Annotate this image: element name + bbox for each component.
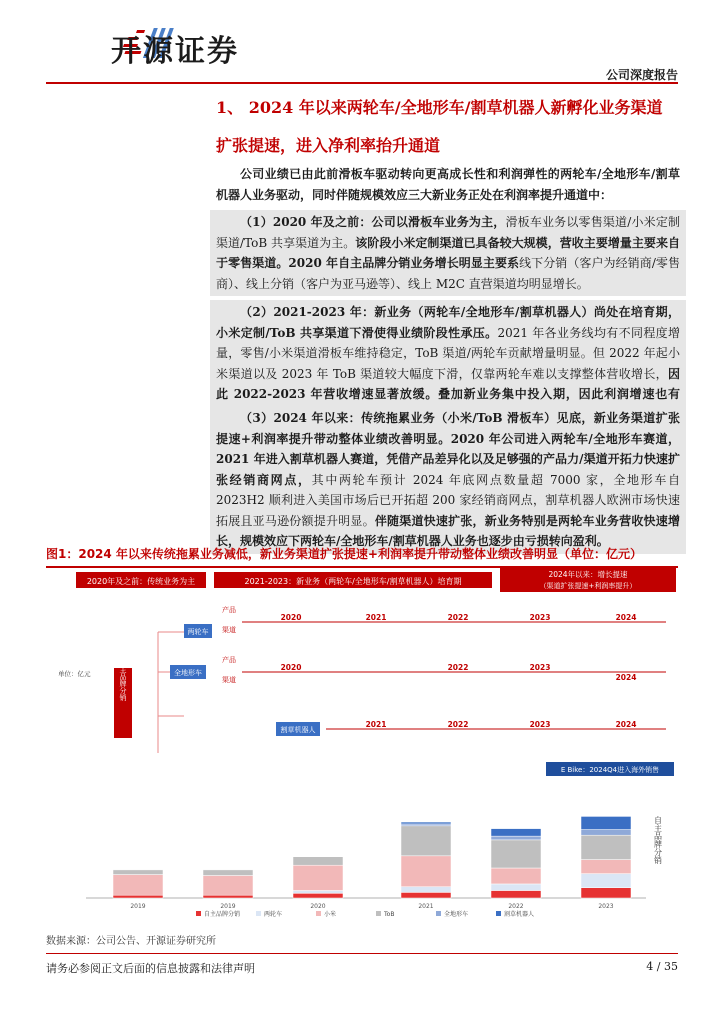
ebike-year-2024: 2024: [615, 613, 637, 622]
own-brand-right-label: 自主品牌分销: [653, 816, 663, 864]
p3-text1: 其中两轮车预计 2024 年底网点数量超 7000 家，全地形车自 2023H2 顺利进入美国市场后已开拓超 200 家经销商网点，割草机器人欧洲市场快速拓展且亚马逊份额提升明显。: [216, 472, 680, 528]
x-tick-label: 2023: [598, 903, 614, 910]
bar-2022-0: [491, 891, 541, 899]
bar-2022-2: [491, 868, 541, 884]
bar-2021-4: [401, 824, 451, 826]
phase3-label-a: 2024年以来：增长提速: [548, 570, 628, 579]
bar-2021-1: [401, 887, 451, 893]
bar-2021-3: [401, 826, 451, 856]
p1-text1: 滑板车业务以零售渠道/小米定制渠道/ToB 共享渠道为主。: [216, 215, 680, 250]
own-brand-label: 自主品牌分销: [119, 659, 127, 701]
figure-source: 数据来源：公司公告、开源证券研究所: [46, 936, 216, 947]
report-type: 公司深度报告: [605, 68, 678, 82]
atv-year-2020: 2020: [280, 663, 302, 672]
legend-label: 全地形车: [444, 911, 469, 918]
paragraph-1: [210, 210, 686, 296]
atv-row-label: 全地形车: [174, 669, 202, 677]
intro-text: 公司业绩已由此前滑板车驱动转向更高成长性和利润弹性的两轮车/全地形车/割草机器人业务驱动，同时伴随规模效应三大新业务正处在利润率提升通道中：: [216, 167, 680, 202]
bar-2023-3: [581, 835, 631, 859]
footer-disclaimer: 请务必参阅正文后面的信息披露和法律声明: [46, 962, 255, 975]
bar-2022-4: [491, 836, 541, 840]
revenue-figure: [46, 568, 678, 924]
bar-2021-2: [401, 856, 451, 887]
bar-2019-0: [113, 895, 163, 898]
bar-2022-5: [491, 829, 541, 837]
ebike-product-label: 产品: [222, 606, 236, 614]
x-tick-label: 2020: [310, 903, 326, 910]
p3-lead: （3）2024 年以来：传统拖累业务（小米/ToB 滑板车）见底，新业务渠道扩张提速+利润率提升带动整体业绩改善明显。: [216, 411, 680, 446]
bar-2021-0: [401, 892, 451, 898]
company-name: 开源证券: [111, 34, 239, 69]
atv-year-2022: 2022: [447, 663, 469, 672]
legend-label: ToB: [384, 911, 395, 918]
x-tick-label: 2019: [130, 903, 146, 910]
mower-year-2021: 2021: [365, 720, 387, 729]
figure-title: 图1：2024 年以来传统拖累业务减低，新业务渠道扩张提速+利润率提升带动整体业绩改善明显（单位：亿元）: [46, 544, 678, 568]
legend-swatch: [376, 911, 381, 916]
mower-year-2024: 2024: [615, 720, 637, 729]
legend-label: 两轮车: [264, 911, 283, 918]
section-heading-line1: 1、 2024 年以来两轮车/全地形车/割草机器人新孵化业务渠道: [216, 98, 663, 117]
mower-row-label: 割草机器人: [280, 726, 316, 734]
bar-2022-1: [491, 884, 541, 891]
bar-2019-2: [113, 875, 163, 896]
timeline-arrows: [242, 622, 666, 729]
ebike-year-2021: 2021: [365, 613, 387, 622]
p2-bold1: 因此 2022-2023 年营收增速显著放缓。叠加新业务集中投入期，因此利润增速也有: [216, 366, 680, 401]
mower-year-2023: 2023: [529, 720, 551, 729]
bar-2021-5: [401, 822, 451, 824]
row-bracket: [158, 632, 184, 753]
page-number: 4 / 35: [646, 960, 678, 973]
legend-label: 小米: [324, 911, 337, 918]
chart-unit-label: 单位：亿元: [58, 670, 91, 678]
p1-bold1: 该阶段小米定制渠道已具备较大规模，营收主要增量主要来自于零售渠道。2020 年自主品牌分销业务增长明显主要系: [216, 235, 680, 270]
legend-swatch: [316, 911, 321, 916]
bar-2019-2: [203, 876, 253, 896]
ebike-year-2023: 2023: [529, 613, 551, 622]
atv-year-2023: 2023: [529, 663, 551, 672]
intro-paragraph: [216, 164, 680, 205]
bar-2019-3: [113, 870, 163, 875]
bar-2019-3: [203, 870, 253, 876]
bar-2019-0: [203, 895, 253, 898]
ebike-year-2022: 2022: [447, 613, 469, 622]
ebike-year-2020: 2020: [280, 613, 302, 622]
header-divider: [46, 82, 678, 84]
legend-label: 割草机器人: [504, 911, 535, 918]
section-heading-line2: 扩张提速，进入净利率抬升通道: [216, 136, 441, 155]
legend-swatch: [256, 911, 261, 916]
ebike-note: E Bike：2024Q4进入海外销售: [560, 766, 660, 774]
bar-2023-1: [581, 874, 631, 888]
legend-swatch: [496, 911, 501, 916]
paragraph-3: [210, 406, 686, 554]
bar-2020-1: [293, 891, 343, 894]
x-tick-label: 2019: [220, 903, 236, 910]
legend-swatch: [196, 911, 201, 916]
mower-year-2022: 2022: [447, 720, 469, 729]
bar-2020-0: [293, 893, 343, 898]
x-tick-group: [130, 903, 613, 910]
bar-2023-2: [581, 860, 631, 874]
legend-swatch: [436, 911, 441, 916]
p3-bold1: 2020 年公司进入两轮车/全地形车赛道，2021 年进入割草机器人赛道，凭借产品差异化以及足够强的产品力/渠道开拓力快速扩张经销商网点，: [216, 431, 680, 487]
phase2-label: 2021-2023：新业务（两轮车/全地形车/割草机器人）培育期: [244, 577, 462, 586]
phase3-label-b: （渠道扩张提速+利润率提升）: [539, 582, 637, 590]
bar-group: [113, 816, 631, 898]
p2-lead: （2）2021-2023 年：新业务（两轮车/全地形车/割草机器人）尚处在培育期，小米定制/ToB 共享渠道下滑使得业绩阶段性承压。: [216, 305, 680, 340]
bar-2023-4: [581, 830, 631, 836]
atv-product-label: 产品: [222, 656, 236, 664]
bar-2022-3: [491, 840, 541, 868]
bar-2020-2: [293, 865, 343, 890]
x-tick-label: 2022: [508, 903, 524, 910]
ebike-channel-label: 渠道: [222, 626, 236, 634]
footer-divider: [46, 953, 678, 954]
bar-2023-0: [581, 888, 631, 898]
ebike-row-label: 两轮车: [187, 628, 209, 636]
x-tick-label: 2021: [418, 903, 434, 910]
chart-legend: [196, 910, 534, 918]
p2-text1: 2021 年各业务线均有不同程度增量，零售/小米渠道滑板车维持稳定，ToB 渠道/两轮车贡献增量明显。但 2022 年起小米渠道以及 2023 年 ToB 渠道较大幅度下滑，仅靠两轮车难以支撑整体营收增长，: [216, 325, 681, 381]
bar-2023-5: [581, 816, 631, 829]
atv-year-2024: 2024: [615, 673, 637, 682]
phase1-label: 2020年及之前：传统业务为主: [86, 577, 196, 586]
p1-text2: 线下分销（客户为经销商/零售商）、线上分销（客户为亚马逊等）、线上 M2C 直营渠道均明显增长。: [216, 256, 680, 291]
bar-2020-3: [293, 857, 343, 865]
legend-label: 自主品牌分销: [204, 911, 241, 918]
atv-channel-label: 渠道: [222, 676, 236, 684]
p3-bold2: 伴随渠道快速扩张，新业务特别是两轮车业务营收快速增长，规模效应下两轮车/全地形车/割草机器人业务也逐步由亏损转向盈利。: [216, 513, 680, 548]
p1-lead: （1）2020 年及之前：公司以滑板车业务为主，: [240, 215, 506, 229]
